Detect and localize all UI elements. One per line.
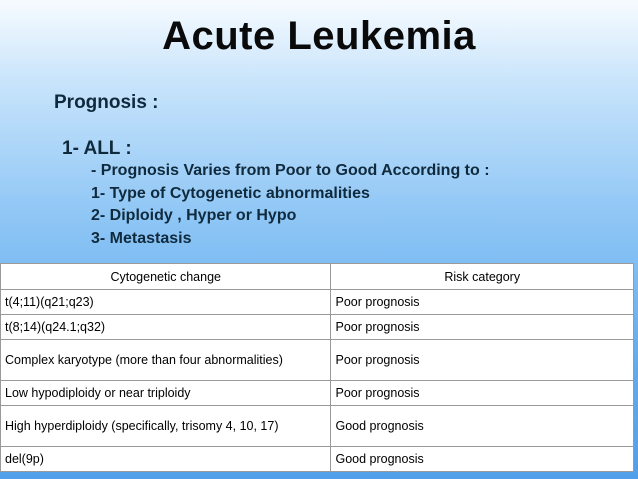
risk-category-cell: Good prognosis: [331, 447, 634, 472]
risk-category-cell: Good prognosis: [331, 406, 634, 447]
column-header-risk-category: Risk category: [331, 264, 634, 290]
bullet-item: - Prognosis Varies from Poor to Good According to :: [91, 162, 490, 179]
cytogenetic-change-cell: Complex karyotype (more than four abnormalities): [1, 340, 331, 381]
table-row: [1, 315, 634, 340]
slide-title: Acute Leukemia: [162, 14, 476, 58]
cytogenetic-change-cell: t(4;11)(q21;q23): [1, 290, 331, 315]
table-row: [1, 381, 634, 406]
table-row: [1, 290, 634, 315]
section-heading: Prognosis :: [54, 92, 159, 113]
bullet-item: 2- Diploidy , Hyper or Hypo: [91, 207, 297, 224]
bullet-item: 1- Type of Cytogenetic abnormalities: [91, 184, 370, 202]
bullet-item: 3- Metastasis: [91, 229, 192, 247]
bullet-list: [91, 160, 490, 250]
cytogenetic-change-cell: Low hypodiploidy or near triploidy: [1, 381, 331, 406]
risk-category-cell: Poor prognosis: [331, 381, 634, 406]
risk-category-cell: Poor prognosis: [331, 315, 634, 340]
table-header-row: [1, 264, 634, 290]
table-row: [1, 406, 634, 447]
risk-category-cell: Poor prognosis: [331, 290, 634, 315]
cytogenetic-risk-table: [0, 263, 634, 472]
table-row: [1, 447, 634, 472]
cytogenetic-change-cell: High hyperdiploidy (specifically, trisomy 4, 10, 17): [1, 406, 331, 447]
column-header-cytogenetic-change: Cytogenetic change: [1, 264, 331, 290]
risk-category-cell: Poor prognosis: [331, 340, 634, 381]
cytogenetic-change-cell: del(9p): [1, 447, 331, 472]
table-row: [1, 340, 634, 381]
cytogenetic-change-cell: t(8;14)(q24.1;q32): [1, 315, 331, 340]
sub-heading: 1- ALL :: [62, 138, 132, 159]
